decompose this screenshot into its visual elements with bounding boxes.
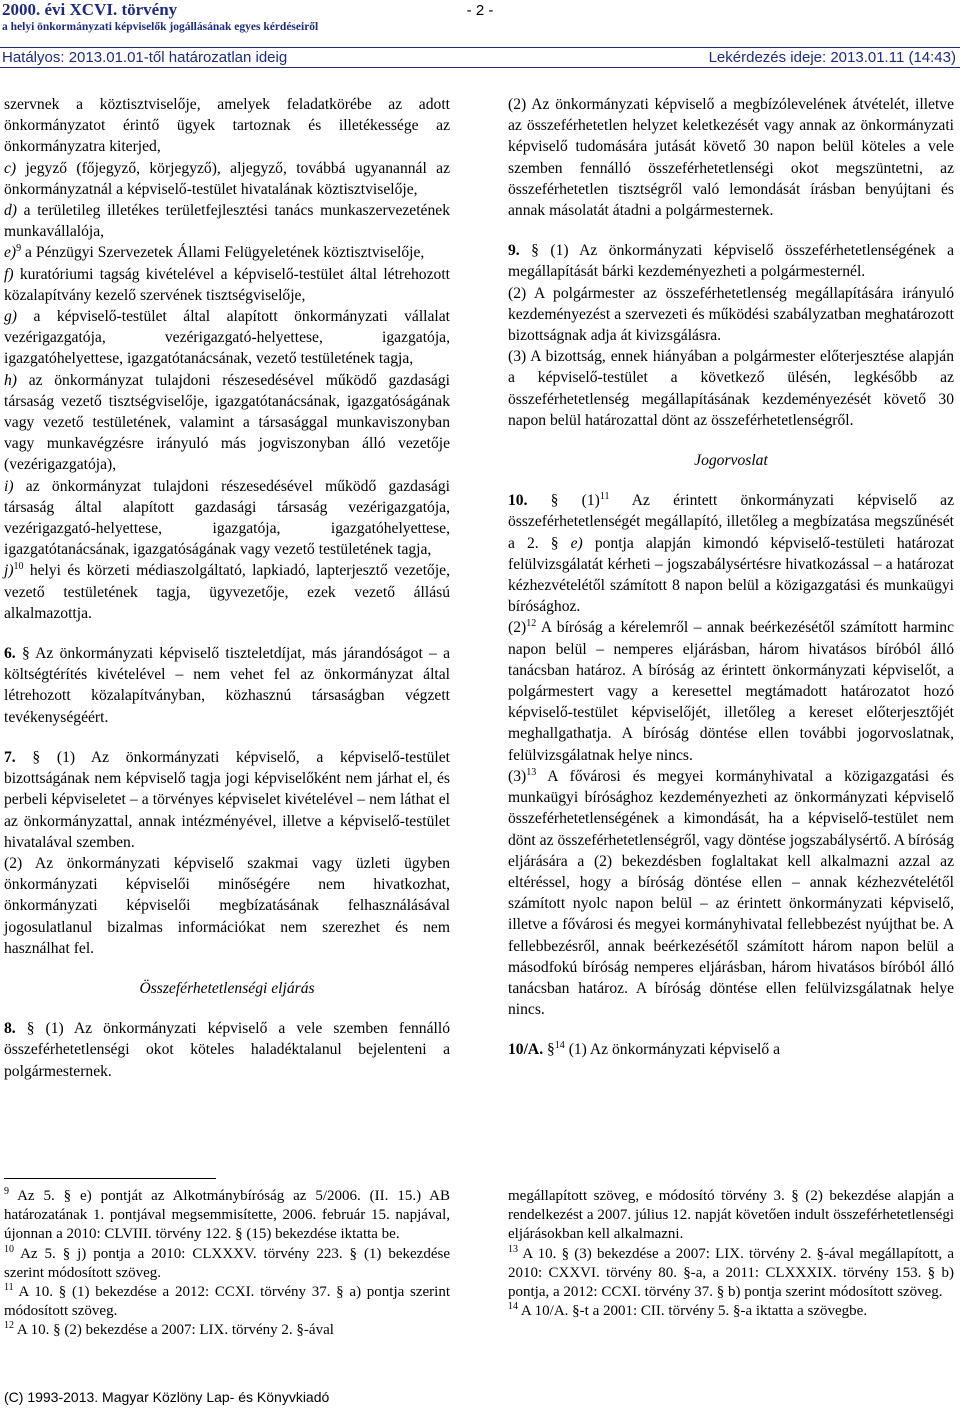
document-header [2, 0, 958, 48]
text-paragraph: (3) A bizottság, ennek hiányában a polgármester előterjesztése alapján a képviselő-testület a következő ülésén, legkésőbb az összeférhetetlenség megállapításának kezdeményezését követő 30 napon belül határozattal dönt az összeférhetetlenségről. [508, 348, 954, 429]
text-paragraph: i) az önkormányzat tulajdoni részesedésével működő gazdasági társaság által alapított gazdasági társaság vezérigazgatója, vezérigazgató-helyettese, igazgatója, igazgatóhelyettese, igazgatótanácsának, igazgatóságának vagy vezető testületének tagja, [4, 477, 450, 559]
text-paragraph: g) a képviselő-testület által alapított önkormányzati vállalat vezérigazgatója, vezérigazgató-helyettese, igazgatója, igazgatóhelyettese, igazgatótanácsának, vezető testületének tagja, [4, 308, 450, 368]
text-paragraph: d) a területileg illetékes területfejlesztési tanács munkaszervezetének munkavállalója, [4, 202, 450, 241]
text-paragraph: 10/A. §$^{14}$ (1) Az önkormányzati képviselő a [508, 1040, 781, 1059]
section-heading: Összeférhetetlenségi eljárás [139, 979, 315, 997]
paragraph-spacer [508, 1020, 954, 1039]
text-paragraph: szervnek a köztisztviselője, amelyek feladatkörébe az adott önkormányzatot érintő ügyek tartoznak és illetékessége az önkormányzatra kiterjed, [4, 96, 450, 156]
text-paragraph: 6. § Az önkormányzati képviselő tiszteletdíjat, más járandóságot – a költségtérítés kivételével – nem vehet fel az önkormányzat által létrehozott közalapítványban, közhasznú társaságban végzett tevékenységéért. [4, 645, 450, 726]
left-text-column [4, 94, 450, 1082]
copyright-notice: (C) 1993-2013. Magyar Közlöny Lap- és Könyvkiadó [4, 1389, 330, 1405]
law-title: 2000. évi XCVI. törvény [2, 0, 178, 19]
paragraph-spacer [4, 728, 450, 747]
paragraph-spacer [508, 431, 954, 450]
footnote-divider [4, 1178, 216, 1179]
header-info-bar [0, 47, 960, 68]
footnote: $^{12}$ A 10. § (2) bekezdése a 2007: LIX. törvény 2. §-ával [4, 1320, 334, 1339]
text-paragraph: $(2)^{12}$ A bíróság a kérelemről – annak beérkezésétől számított harminc napon belül – nemperes eljárásban, három hivatásos bíróból álló tanácsban határoz. A bíróság az érintett önkormányzati képviselőt, a polgármestert vagy a keresettel megtámadott határozatot hozó képviselő-testület képviselőjét, illetőleg a kereset előterjesztőjét meghallgathatja. A bíróság döntése ellen további jogorvoslatnak, felülvizsgálatnak helye nincs. [508, 618, 954, 764]
footnote: $^{14}$ A 10/A. §-t a 2001: CII. törvény 5. §-a iktatta a szövegbe. [508, 1301, 868, 1320]
paragraph-spacer [508, 471, 954, 490]
paragraph-spacer [4, 959, 450, 978]
text-paragraph: (2) A polgármester az összeférhetetlenség megállapítására irányuló kezdeményezést a szervezeti és működési szabályzatban meghatározott bizottságnak adja át kivizsgálásra. [508, 284, 954, 345]
text-paragraph: $(3)^{13}$ A fővárosi és megyei kormányhivatal a közigazgatási és munkaügyi bírósághoz kezdeményezheti az önkormányzati képviselő összeférhetetlenségének a kimondását, ha a képviselő-testület nem dönt az összeférhetetlenségről, vagy döntése jogszabálysértő. A bíróság eljárására a (2) bekezdésben foglaltakat kell alkalmazni azzal az eltéréssel, hogy a bíróság döntése ellen – annak kézhezvételétől számított nyolc napon belül – az érintett önkormányzati képviselő, illetve a fővárosi és megyei kormányhivatal fellebbezést nyújthat be. A fellebbezésről, annak beérkezésétől számított három napon belül a másodfokú bíróság nemperes eljárásban, három hivatásos bíróból álló tanácsban határoz. A bíróság döntése ellen felülvizsgálatnak helye nincs. [508, 766, 954, 1019]
footnote: $^9$ Az 5. § e) pontját az Alkotmánybíróság az 5/2006. (II. 15.) AB határozatának 1. pontjával megsemmisítette, 2006. február 15. napjával, újonnan a 2010: CLVIII. törvény 122. § (15) bekezdése iktatta be. [4, 1186, 450, 1243]
validity-text: Hatályos: 2013.01.01-től határozatlan ideig [2, 49, 288, 66]
footnote: $^{10}$ Az 5. § j) pontja a 2010: CLXXXV. törvény 223. § (1) bekezdése szerint módosított szöveg. [4, 1243, 450, 1281]
text-paragraph: e)$^9$ a Pénzügyi Szervezetek Állami Felügyeletének köztisztviselője, [4, 243, 425, 262]
paragraph-spacer [4, 624, 450, 643]
query-time-text: Lekérdezés ideje: 2013.01.11 (14:43) [708, 49, 956, 66]
text-paragraph: (2) Az önkormányzati képviselő szakmai vagy üzleti ügyben önkormányzati képviselői minőségére nem hivatkozhat, önkormányzati képviselői megbízatásának felhasználásával jogosulatlanul bizalmas információkat nem szerezhet és nem használhat fel. [4, 854, 450, 957]
text-paragraph: c) jegyző (főjegyző, körjegyző), aljegyző, továbbá ugyanannál az önkormányzatnál a képviselő-testület hivatalának köztisztviselője, [4, 159, 450, 198]
text-paragraph: 7. § (1) Az önkormányzati képviselő, a képviselő-testület bizottságának nem képviselő tagja jogi képviselőként nem járhat el, és perbeli képviseletet – a törvényes képviselet kivételével – nem láthat el az önkormányzattal, annak intézményével, illetve a képviselő-testület hivatalával szemben. [4, 748, 450, 851]
text-paragraph: h) az önkormányzat tulajdoni részesedésével működő gazdasági társaság vezető tisztségviselője, igazgatótanácsának, igazgatóságának vagy vezető testületének, valamint a társasággal munkaviszonyban vagy munkavégzésre irányuló más jogviszonyban álló vezetője (vezérigazgatója), [4, 371, 450, 474]
law-subtitle: a helyi önkormányzati képviselők jogállásának egyes kérdéseiről [2, 21, 319, 33]
right-text-column [508, 94, 954, 1061]
footnote: $^{13}$ A 10. § (3) bekezdése a 2007: LIX. törvény 2. §-ával megállapított, a 2010: CXXVI. törvény 80. §-a, a 2011: CLXXXIX. törvény 153. § b) pontja, a 2012: CCXI. törvény 37. § b) pontja szerint módosított szöveg. [508, 1243, 954, 1301]
footnotes-left [4, 1187, 450, 1341]
text-paragraph: j)$^{10}$ helyi és körzeti médiaszolgáltató, lapkiadó, lapterjesztő vezetője, vezető testületének tagja, ügyvezetője, ezek vezető állású alkalmazottja. [4, 561, 450, 622]
text-paragraph: 8. § (1) Az önkormányzati képviselő a vele szemben fennálló összeférhetetlenségi okot köteles haladéktalanul bejelenteni a polgármesternek. [4, 1020, 450, 1080]
section-heading: Jogorvoslat [694, 452, 768, 470]
paragraph-spacer [508, 221, 954, 240]
text-paragraph: (2) Az önkormányzati képviselő a megbízólevelének átvételét, illetve az összeférhetetlen helyzet keletkezését vagy annak az önkormányzati képviselő tudomására jutását követő 30 napon belül köteles a vele szemben fennálló összeférhetetlenségi okot megszüntetni, az összeférhetetlen tisztségről való lemondását írásban benyújtani és annak másolatát átadni a polgármesternek. [508, 96, 954, 220]
paragraph-spacer [4, 999, 450, 1018]
text-paragraph: 9. § (1) Az önkormányzati képviselő összeférhetetlenségének a megállapítását bárki kezdeményezheti a polgármesternél. [508, 242, 954, 281]
footnote: $^{11}$ A 10. § (1) bekezdése a 2012: CCXI. törvény 37. § a) pontja szerint módosított szöveg. [4, 1282, 450, 1320]
footnotes-right [508, 1187, 954, 1321]
footnote: megállapított szöveg, e módosító törvény 3. § (2) bekezdése alapján a rendelkezést a 2007. július 12. napját követően indult összeférhetetlenségi eljárásokban kell alkalmazni. [508, 1188, 954, 1243]
text-paragraph: 10. § $(1)^{11}$ Az érintett önkormányzati képviselő az összeférhetetlenségét megállapító, illetőleg a megbízatása megszűnését a 2. § e) pontja alapján kimondó képviselő-testületi határozat felülvizsgálatát kérheti – jogszabálysértésre hivatkozással – a határozat kézhezvételétől számított 8 napon belül a közigazgatási és munkaügyi bírósághoz. [508, 491, 954, 616]
page-number: - 2 - [466, 2, 494, 19]
text-paragraph: f) kuratóriumi tagság kivételével a képviselő-testület által létrehozott közalapítvány kezelő szervének tisztségviselője, [4, 265, 450, 304]
